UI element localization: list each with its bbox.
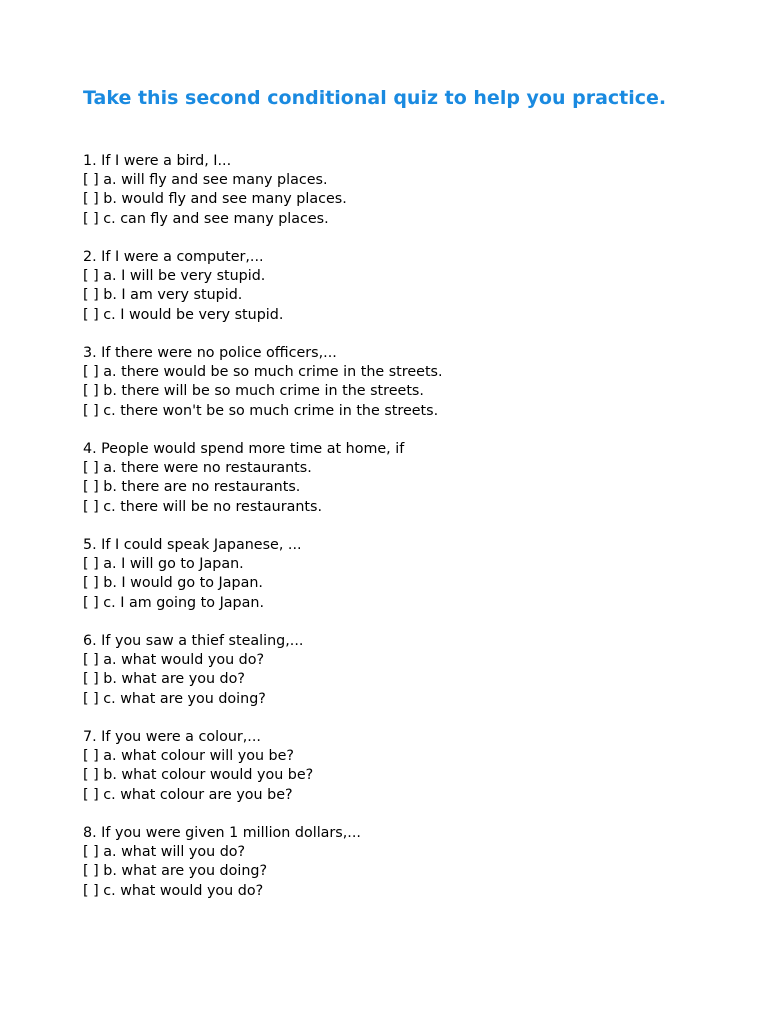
question-6 [83, 632, 723, 709]
option-label: a. will fly and see many places. [103, 172, 328, 189]
option-label: c. what colour are you be? [103, 786, 293, 803]
option-label: a. what will you do? [103, 844, 246, 861]
answer-option[interactable] [83, 267, 723, 286]
checkbox[interactable]: [ ] [83, 748, 99, 765]
answer-option[interactable] [83, 882, 723, 901]
option-label: b. what are you doing? [103, 863, 268, 880]
checkbox[interactable]: [ ] [83, 268, 99, 285]
checkbox[interactable]: [ ] [83, 498, 99, 515]
answer-option[interactable] [83, 498, 723, 517]
answer-option[interactable] [83, 382, 723, 401]
checkbox[interactable]: [ ] [83, 844, 99, 861]
question-2 [83, 248, 723, 325]
answer-option[interactable] [83, 171, 723, 190]
checkbox[interactable]: [ ] [83, 402, 99, 419]
question-4 [83, 440, 723, 517]
question-1 [83, 152, 723, 229]
checkbox[interactable]: [ ] [83, 786, 99, 803]
checkbox[interactable]: [ ] [83, 671, 99, 688]
answer-option[interactable] [83, 690, 723, 709]
option-label: c. what would you do? [103, 882, 264, 899]
checkbox[interactable]: [ ] [83, 767, 99, 784]
question-text: 4. People would spend more time at home, if [83, 441, 405, 457]
option-label: c. can fly and see many places. [103, 210, 329, 227]
checkbox[interactable]: [ ] [83, 575, 99, 592]
option-label: b. what colour would you be? [103, 767, 314, 784]
option-label: c. I am going to Japan. [103, 594, 264, 611]
option-label: c. there will be no restaurants. [103, 498, 323, 515]
checkbox[interactable]: [ ] [83, 191, 99, 208]
question-7 [83, 728, 723, 805]
question-text: 5. If I could speak Japanese, ... [83, 537, 302, 553]
checkbox[interactable]: [ ] [83, 556, 99, 573]
checkbox[interactable]: [ ] [83, 594, 99, 611]
question-text: 6. If you saw a thief stealing,... [83, 633, 304, 649]
answer-option[interactable] [83, 670, 723, 689]
answer-option[interactable] [83, 210, 723, 229]
question-list [83, 152, 723, 920]
option-label: a. there were no restaurants. [103, 460, 312, 477]
question-3 [83, 344, 723, 421]
question-text: 2. If I were a computer,... [83, 249, 264, 265]
checkbox[interactable]: [ ] [83, 479, 99, 496]
checkbox[interactable]: [ ] [83, 652, 99, 669]
checkbox[interactable]: [ ] [83, 287, 99, 304]
question-text: 3. If there were no police officers,... [83, 345, 337, 361]
answer-option[interactable] [83, 594, 723, 613]
option-label: a. what would you do? [103, 652, 265, 669]
answer-option[interactable] [83, 747, 723, 766]
checkbox[interactable]: [ ] [83, 172, 99, 189]
option-label: c. I would be very stupid. [103, 306, 284, 323]
option-label: a. there would be so much crime in the streets. [103, 364, 443, 381]
option-label: b. there are no restaurants. [103, 479, 301, 496]
answer-option[interactable] [83, 286, 723, 305]
option-label: b. what are you do? [103, 671, 245, 688]
answer-option[interactable] [83, 478, 723, 497]
option-label: a. I will go to Japan. [103, 556, 244, 573]
question-8 [83, 824, 723, 901]
question-text: 7. If you were a colour,... [83, 729, 261, 745]
answer-option[interactable] [83, 862, 723, 881]
answer-option[interactable] [83, 306, 723, 325]
checkbox[interactable]: [ ] [83, 210, 99, 227]
option-label: a. I will be very stupid. [103, 268, 266, 285]
checkbox[interactable]: [ ] [83, 364, 99, 381]
option-label: a. what colour will you be? [103, 748, 295, 765]
answer-option[interactable] [83, 190, 723, 209]
option-label: c. there won't be so much crime in the streets. [103, 402, 439, 419]
answer-option[interactable] [83, 786, 723, 805]
answer-option[interactable] [83, 363, 723, 382]
checkbox[interactable]: [ ] [83, 460, 99, 477]
question-text: 8. If you were given 1 million dollars,... [83, 825, 361, 841]
answer-option[interactable] [83, 574, 723, 593]
question-5 [83, 536, 723, 613]
answer-option[interactable] [83, 651, 723, 670]
answer-option[interactable] [83, 459, 723, 478]
answer-option[interactable] [83, 843, 723, 862]
checkbox[interactable]: [ ] [83, 383, 99, 400]
option-label: b. would fly and see many places. [103, 191, 347, 208]
quiz-title: Take this second conditional quiz to help you practice. [83, 87, 667, 109]
checkbox[interactable]: [ ] [83, 882, 99, 899]
question-text: 1. If I were a bird, I... [83, 153, 232, 169]
checkbox[interactable]: [ ] [83, 690, 99, 707]
option-label: c. what are you doing? [103, 690, 266, 707]
option-label: b. I would go to Japan. [103, 575, 263, 592]
option-label: b. I am very stupid. [103, 287, 243, 304]
answer-option[interactable] [83, 766, 723, 785]
option-label: b. there will be so much crime in the streets. [103, 383, 424, 400]
checkbox[interactable]: [ ] [83, 306, 99, 323]
checkbox[interactable]: [ ] [83, 863, 99, 880]
answer-option[interactable] [83, 402, 723, 421]
answer-option[interactable] [83, 555, 723, 574]
